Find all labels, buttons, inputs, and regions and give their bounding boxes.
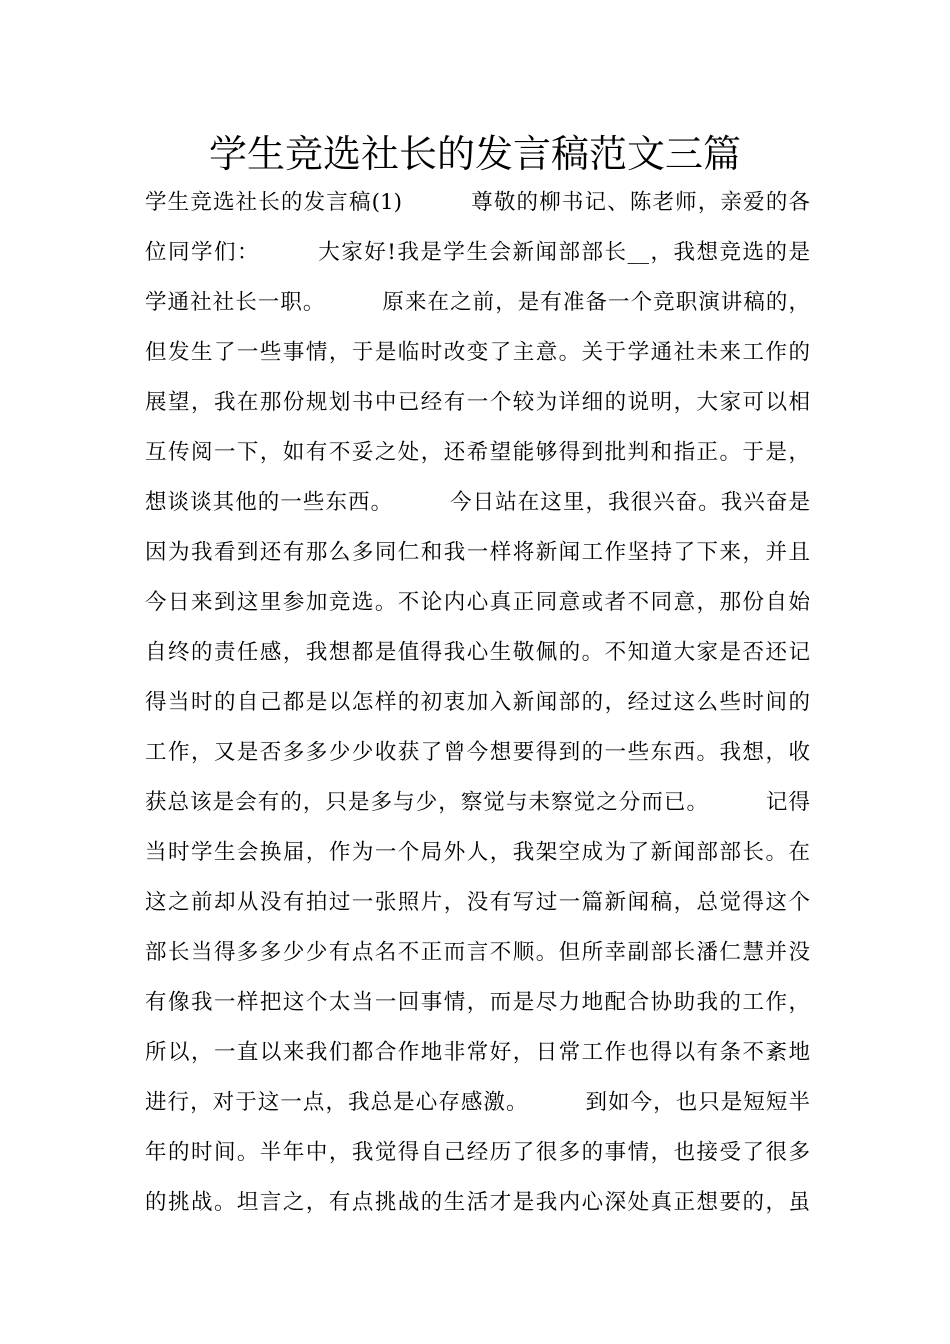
body-line: 所以，一直以来我们都合作地非常好，日常工作也得以有条不紊地 xyxy=(145,1040,810,1065)
body-line: 学生竞选社长的发言稿(1) 尊敬的柳书记、陈老师，亲爱的各 xyxy=(145,190,810,215)
body-line: 部长当得多多少少有点名不正而言不顺。但所幸副部长潘仁慧并没 xyxy=(145,940,810,965)
body-line: 但发生了一些事情，于是临时改变了主意。关于学通社未来工作的 xyxy=(145,340,810,365)
body-line: 工作，又是否多多少少收获了曾今想要得到的一些东西。我想，收 xyxy=(145,740,810,765)
body-line: 得当时的自己都是以怎样的初衷加入新闻部的，经过这么些时间的 xyxy=(145,690,810,715)
body-line: 位同学们： 大家好!我是学生会新闻部部长__，我想竞选的是 xyxy=(145,240,810,265)
document-title: 学生竞选社长的发言稿范文三篇 xyxy=(208,132,741,176)
body-line: 年的时间。半年中，我觉得自己经历了很多的事情，也接受了很多 xyxy=(145,1140,810,1165)
body-line: 展望，我在那份规划书中已经有一个较为详细的说明，大家可以相 xyxy=(145,390,810,415)
body-line: 获总该是会有的，只是多与少，察觉与未察觉之分而已。 记得 xyxy=(145,790,810,815)
document-body xyxy=(145,178,810,1228)
body-line: 互传阅一下，如有不妥之处，还希望能够得到批判和指正。于是， xyxy=(145,440,810,465)
body-line: 有像我一样把这个太当一回事情，而是尽力地配合协助我的工作， xyxy=(145,990,810,1015)
body-line: 的挑战。坦言之，有点挑战的生活才是我内心深处真正想要的，虽 xyxy=(145,1190,810,1215)
body-line: 想谈谈其他的一些东西。 今日站在这里，我很兴奋。我兴奋是 xyxy=(145,490,810,515)
body-line: 今日来到这里参加竞选。不论内心真正同意或者不同意，那份自始 xyxy=(145,590,810,615)
body-line: 自终的责任感，我想都是值得我心生敬佩的。不知道大家是否还记 xyxy=(145,640,810,665)
body-line: 学通社社长一职。 原来在之前，是有准备一个竞职演讲稿的， xyxy=(145,290,810,315)
body-line: 当时学生会换届，作为一个局外人，我架空成为了新闻部部长。在 xyxy=(145,840,810,865)
body-line: 进行，对于这一点，我总是心存感激。 到如今，也只是短短半 xyxy=(145,1090,810,1115)
body-line: 因为我看到还有那么多同仁和我一样将新闻工作坚持了下来，并且 xyxy=(145,540,810,565)
body-line: 这之前却从没有拍过一张照片，没有写过一篇新闻稿，总觉得这个 xyxy=(145,890,810,915)
